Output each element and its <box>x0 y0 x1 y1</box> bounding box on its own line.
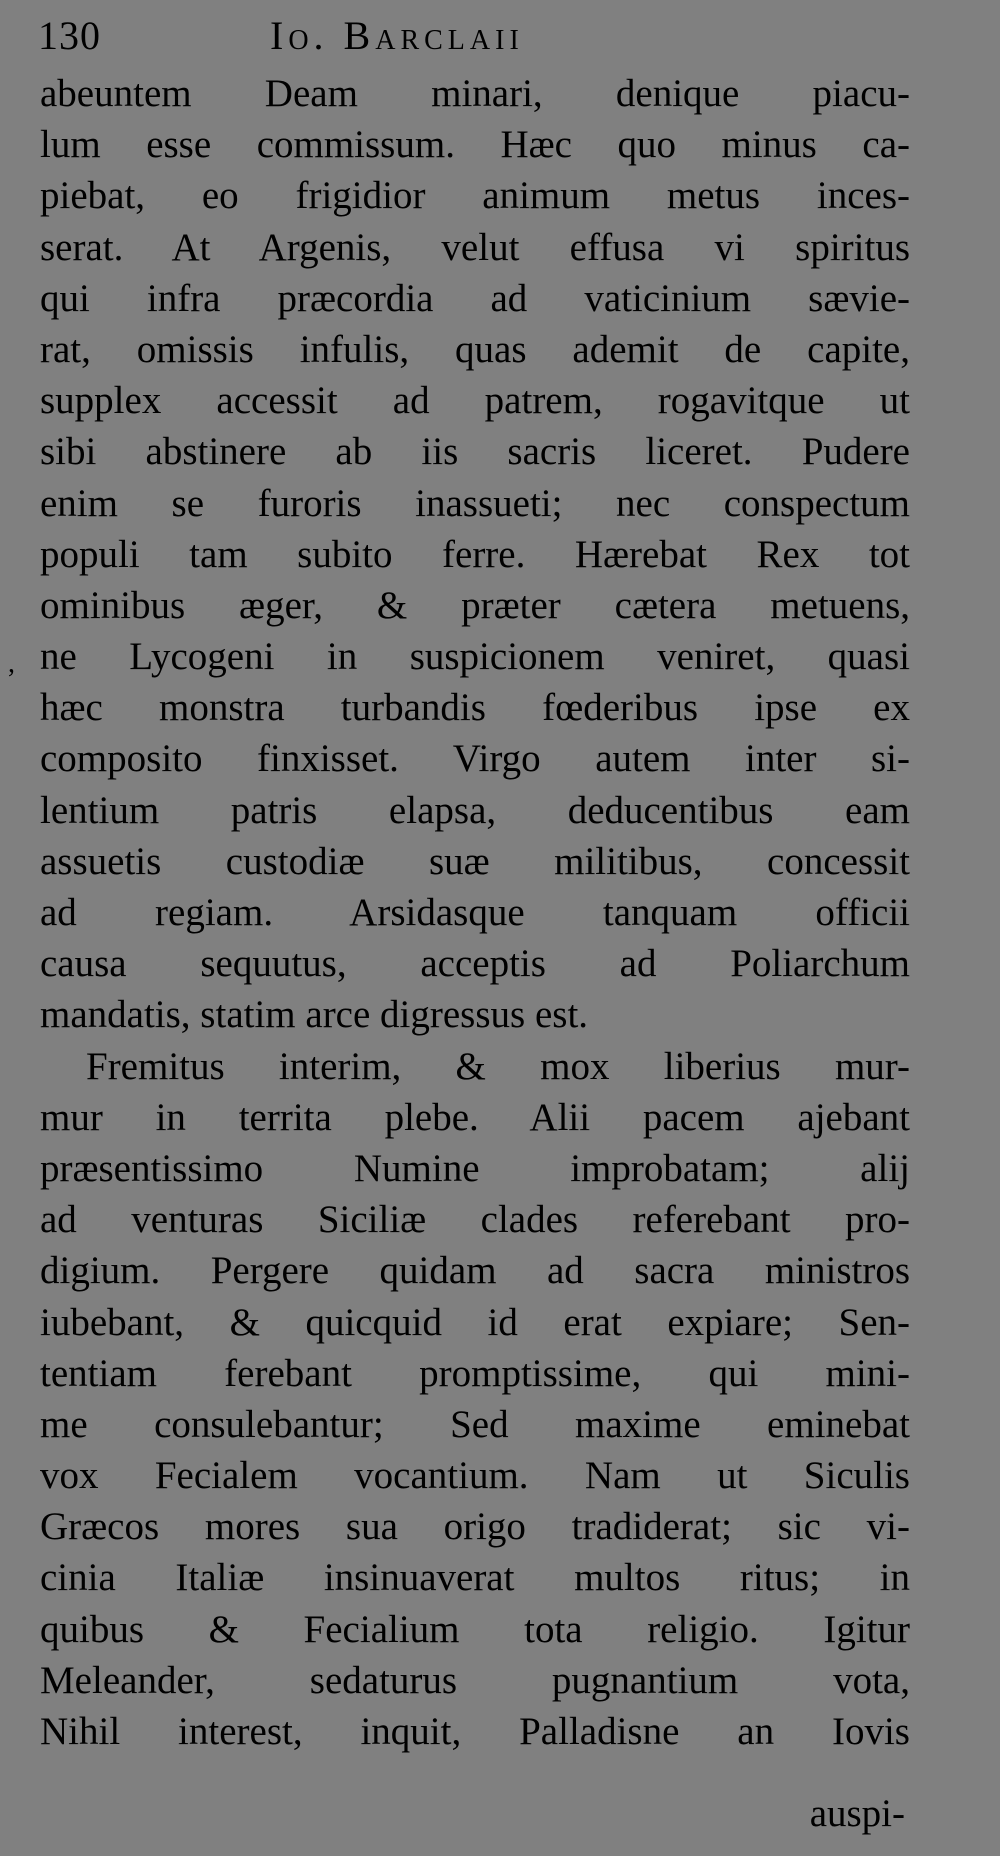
text-line: mur in territa plebe. Alii pacem ajebant <box>40 1095 910 1139</box>
text-line: tentiam ferebant promptissime, qui mini- <box>40 1351 910 1395</box>
text-line: ne Lycogeni in suspicionem veniret, quasi <box>40 635 910 679</box>
text-line: lum esse commissum. Hæc quo minus ca- <box>40 123 910 167</box>
text-line: assuetis custodiæ suæ militibus, concessit <box>40 839 910 883</box>
paragraph-2 <box>40 1041 910 1758</box>
text-line: vox Fecialem vocantium. Nam ut Siculis <box>40 1454 910 1498</box>
text-line: me consulebantur; Sed maxime eminebat <box>40 1402 910 1446</box>
text-line: cinia Italiæ insinuaverat multos ritus; in <box>40 1556 910 1600</box>
text-line: composito finxisset. Virgo autem inter si- <box>40 737 910 781</box>
running-head: Io. Barclaii <box>270 13 524 58</box>
text-line: causa sequutus, acceptis ad Poliarchum <box>40 942 910 986</box>
margin-mark: , <box>8 648 15 679</box>
text-line: præsentissimo Numine improbatam; alij <box>40 1146 910 1190</box>
text-line: ad regiam. Arsidasque tanquam officii <box>40 891 910 934</box>
text-line: mandatis, statim arce digressus est. <box>40 993 589 1037</box>
text-line: lentium patris elapsa, deducentibus eam <box>40 788 910 832</box>
text-line: serat. At Argenis, velut effusa vi spiritus <box>40 225 910 269</box>
text-line: populi tam subito ferre. Hærebat Rex tot <box>40 532 910 576</box>
text-line: enim se furoris inassueti; nec conspectum <box>40 481 910 525</box>
catchword: auspi- <box>809 1792 905 1835</box>
text-line: Græcos mores sua origo tradiderat; sic vi- <box>40 1505 910 1549</box>
body-text <box>40 68 910 1757</box>
text-line: Nihil interest, inquit, Palladisne an Iovis <box>40 1710 910 1753</box>
text-line: abeuntem Deam minari, denique piacu- <box>40 72 910 115</box>
text-line: Meleander, sedaturus pugnantium vota, <box>40 1658 910 1702</box>
text-line: iubebant, & quicquid id erat expiare; Sen- <box>40 1300 910 1344</box>
paragraph-1 <box>40 68 910 1041</box>
text-line: ad venturas Siciliæ clades referebant pro- <box>40 1198 910 1242</box>
text-line: sibi abstinere ab iis sacris liceret. Pudere <box>40 430 910 474</box>
page-number: 130 <box>38 13 101 58</box>
text-line: piebat, eo frigidior animum metus inces- <box>40 174 910 218</box>
page-header <box>38 10 938 68</box>
text-line: quibus & Fecialium tota religio. Igitur <box>40 1607 910 1651</box>
text-line: hæc monstra turbandis fœderibus ipse ex <box>40 686 910 730</box>
text-line: Fremitus interim, & mox liberius mur- <box>86 1044 910 1088</box>
text-line: digium. Pergere quidam ad sacra ministros <box>40 1249 910 1293</box>
text-line: ominibus æger, & præter cætera metuens, <box>40 583 910 627</box>
text-line: qui infra præcordia ad vaticinium sævie- <box>40 276 910 320</box>
text-line: supplex accessit ad patrem, rogavitque ut <box>40 379 910 423</box>
text-line: rat, omissis infulis, quas ademit de capite, <box>40 327 910 371</box>
